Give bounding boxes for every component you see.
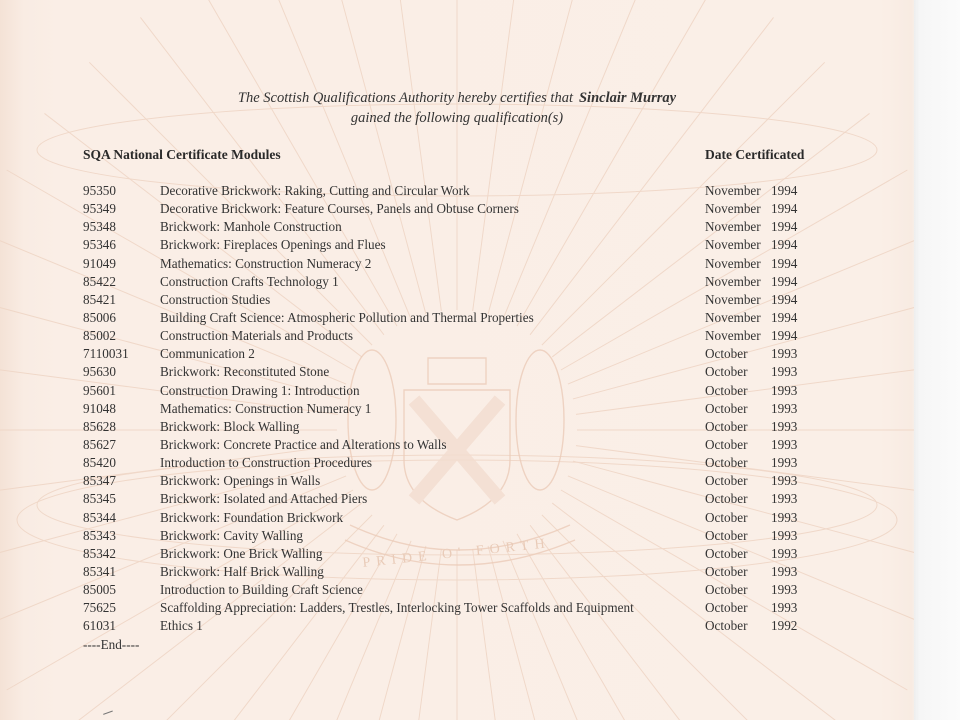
module-code: 95349 [83,201,116,217]
module-title: Ethics 1 [160,618,203,634]
module-code: 85341 [83,563,116,579]
module-code: 91048 [83,400,116,416]
certificate-year: 1993 [771,400,798,416]
certificate-year: 1993 [771,527,798,543]
module-code: 85344 [83,509,116,525]
module-row [0,310,914,328]
certificate-month: October [705,491,748,507]
certificate-year: 1993 [771,582,798,598]
intro-text: The Scottish Qualifications Authority hereby certifies that [237,90,573,106]
module-title: Introduction to Building Craft Science [160,582,363,598]
module-row [0,346,914,364]
certificate-year: 1994 [771,183,798,198]
end-marker: ----End---- [83,637,140,652]
certificate-year: 1994 [771,219,798,235]
certificate-year: 1994 [771,328,798,344]
module-row [0,364,914,382]
certificate-month: October [705,346,748,362]
certificate-month: October [705,618,748,634]
module-code: 91049 [83,255,116,271]
module-code: 95350 [83,183,116,198]
module-code: 95348 [83,219,116,235]
certificate-month: October [705,455,748,471]
certificate-month: November [705,183,761,198]
module-title: Brickwork: Concrete Practice and Alterations to Walls [160,436,447,452]
certificate-month: November [705,328,761,344]
certificate-year: 1993 [771,491,798,507]
certificate-year: 1993 [771,545,798,561]
certificate-year: 1992 [771,618,798,634]
modules-header: SQA National Certificate Modules [83,147,281,162]
module-title: Brickwork: Reconstituted Stone [160,364,330,380]
module-row [0,419,914,437]
module-title: Brickwork: One Brick Walling [160,545,323,561]
certificate-year: 1993 [771,364,798,380]
module-row [0,582,914,600]
candidate-name: Sinclair Murray [578,90,677,106]
module-row [0,473,914,491]
certificate-year: 1993 [771,509,798,525]
module-code: 85627 [83,436,116,452]
certificate-year: 1993 [771,473,798,489]
certificate-year: 1994 [771,309,798,325]
module-title: Decorative Brickwork: Raking, Cutting and Circular Work [160,183,470,198]
module-code: 95630 [83,364,116,380]
module-title: Construction Drawing 1: Introduction [160,382,360,398]
module-row [0,437,914,455]
module-row [0,510,914,528]
certificate-month: October [705,436,748,452]
certificate-year: 1993 [771,600,798,616]
scan-edge [914,0,960,720]
certificate-month: October [705,545,748,561]
module-code: 61031 [83,618,116,634]
module-code: 85421 [83,291,116,307]
certificate-year: 1993 [771,418,798,434]
module-row [0,219,914,237]
module-code: 85628 [83,418,116,434]
certificate-year: 1994 [771,273,798,289]
module-row [0,201,914,219]
certificate-month: October [705,600,748,616]
module-row [0,256,914,274]
module-title: Brickwork: Cavity Walling [160,527,304,543]
module-title: Brickwork: Foundation Brickwork [160,509,344,525]
certificate-month: October [705,382,748,398]
module-code: 85002 [83,328,116,344]
module-code: 85005 [83,582,116,598]
module-title: Scaffolding Appreciation: Ladders, Trestles, Interlocking Tower Scaffolds and Equipment [160,600,634,616]
module-code: 85345 [83,491,116,507]
modules-list [0,183,914,637]
module-code: 75625 [83,600,116,616]
module-row [0,600,914,618]
module-row [0,546,914,564]
module-title: Construction Materials and Products [160,328,354,344]
module-row [0,383,914,401]
module-row [0,401,914,419]
module-row [0,328,914,346]
module-row [0,274,914,292]
module-row [0,183,914,201]
certificate-month: November [705,201,761,217]
module-row [0,237,914,255]
module-row [0,618,914,636]
certificate-year: 1994 [771,237,798,253]
certificate-year: 1994 [771,201,798,217]
certificate-year: 1994 [771,255,798,271]
module-code: 85342 [83,545,116,561]
certificate-year: 1993 [771,563,798,579]
module-title: Mathematics: Construction Numeracy 2 [160,255,372,271]
module-title: Brickwork: Manhole Construction [160,219,342,235]
pen-mark [103,711,115,720]
module-row [0,491,914,509]
certificate-month: October [705,527,748,543]
certificate-year: 1994 [771,291,798,307]
certificate-month: October [705,400,748,416]
module-row [0,455,914,473]
module-title: Brickwork: Half Brick Walling [160,563,324,579]
certificate-month: November [705,219,761,235]
module-code: 7110031 [83,346,129,362]
module-title: Brickwork: Block Walling [160,418,300,434]
intro-line-1 [0,90,914,107]
certificate-month: October [705,563,748,579]
crest-motto: PRIDE O' FORTH [361,536,552,571]
certificate-month: November [705,309,761,325]
certificate-month: October [705,364,748,380]
certificate-month: October [705,509,748,525]
module-code: 85343 [83,527,116,543]
module-code: 85420 [83,455,116,471]
certificate-month: October [705,582,748,598]
module-row [0,292,914,310]
certificate-year: 1993 [771,346,798,362]
certificate-month: November [705,273,761,289]
module-code: 95346 [83,237,116,253]
certificate-year: 1993 [771,436,798,452]
date-header: Date Certificated [705,147,805,162]
certificate-month: October [705,418,748,434]
module-title: Construction Studies [160,291,271,307]
certificate-month: November [705,255,761,271]
module-title: Mathematics: Construction Numeracy 1 [160,400,372,416]
module-title: Brickwork: Openings in Walls [160,473,321,489]
intro-line-2: gained the following qualification(s) [350,110,564,126]
module-row [0,564,914,582]
module-title: Brickwork: Isolated and Attached Piers [160,491,368,507]
module-code: 85006 [83,309,116,325]
module-title: Communication 2 [160,346,255,362]
module-title: Building Craft Science: Atmospheric Pollution and Thermal Properties [160,309,534,325]
certificate-month: November [705,237,761,253]
module-title: Introduction to Construction Procedures [160,455,373,471]
module-title: Brickwork: Fireplaces Openings and Flues [160,237,386,253]
certificate-month: November [705,291,761,307]
module-code: 85347 [83,473,116,489]
module-row [0,528,914,546]
certificate-month: October [705,473,748,489]
module-title: Construction Crafts Technology 1 [160,273,339,289]
certificate-year: 1993 [771,382,798,398]
certificate-year: 1993 [771,455,798,471]
module-title: Decorative Brickwork: Feature Courses, Panels and Obtuse Corners [160,201,519,217]
module-code: 85422 [83,273,116,289]
module-code: 95601 [83,382,116,398]
